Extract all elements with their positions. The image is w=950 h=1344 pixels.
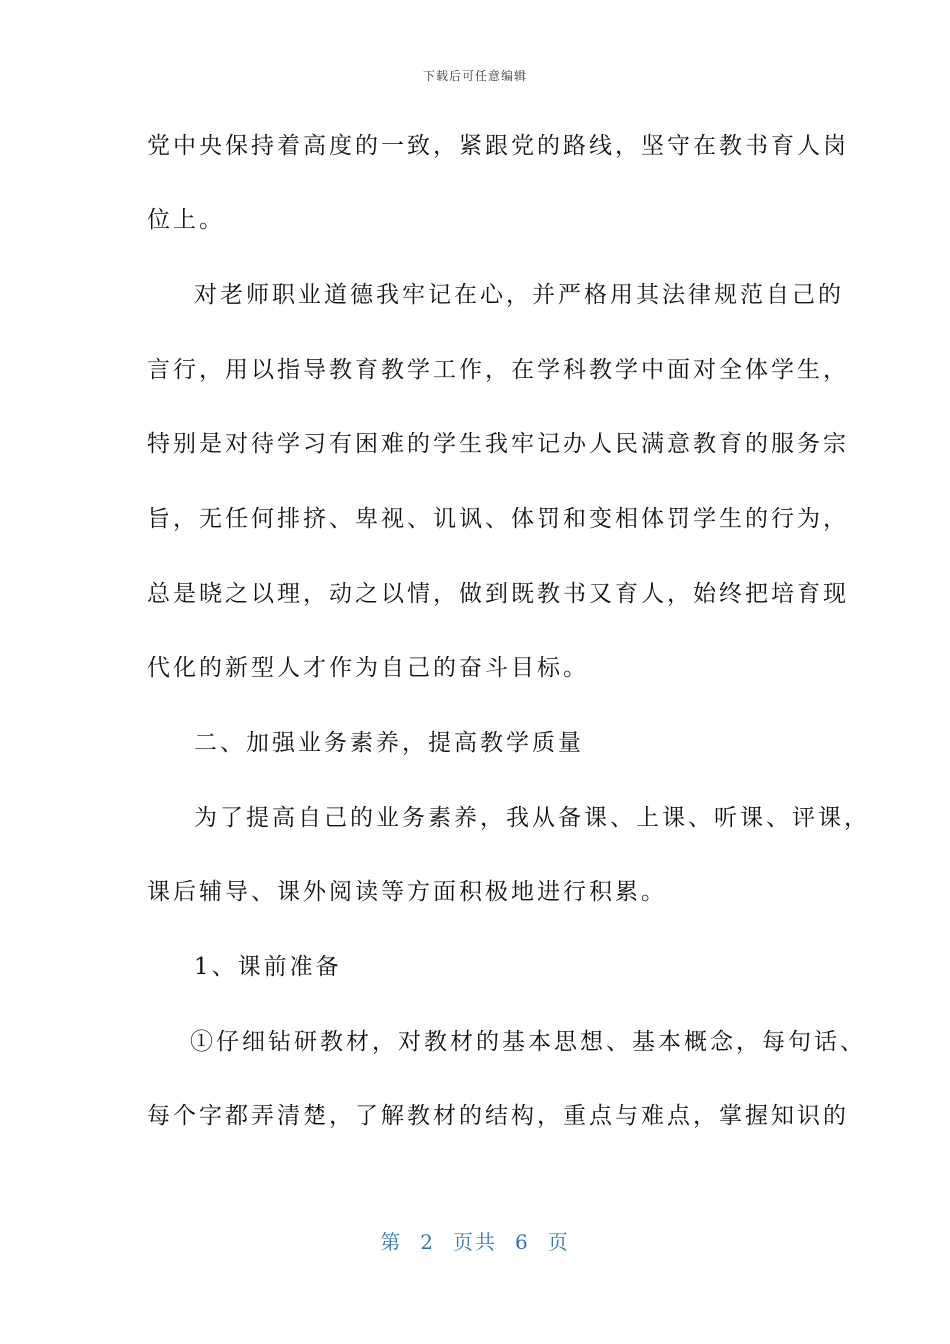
footer-prefix: 第 bbox=[380, 1230, 403, 1254]
body-line: ①仔细钻研教材，对教材的基本思想、基本概念，每句话、 bbox=[190, 1029, 866, 1055]
body-line: 课后辅导、课外阅读等方面积极地进行积累。 bbox=[147, 879, 667, 905]
body-line: 代化的新型人才作为自己的奋斗目标。 bbox=[147, 655, 589, 681]
page-footer bbox=[0, 1226, 950, 1255]
body-line: 位上。 bbox=[147, 207, 225, 233]
body-line: 旨，无任何排挤、卑视、讥讽、体罚和变相体罚学生的行为， bbox=[147, 506, 849, 532]
footer-suffix: 页 bbox=[547, 1230, 570, 1254]
section-heading: 二、加强业务素养，提高教学质量 bbox=[194, 730, 584, 756]
page-header: 下载后可任意编辑 bbox=[422, 69, 527, 83]
body-line: 对老师职业道德我牢记在心，并严格用其法律规范自己的 bbox=[194, 282, 844, 308]
body-line: 每个字都弄清楚，了解教材的结构，重点与难点，掌握知识的 bbox=[147, 1103, 849, 1129]
body-line: 特别是对待学习有困难的学生我牢记办人民满意教育的服务宗 bbox=[147, 431, 849, 457]
total-pages-number: 6 bbox=[515, 1230, 530, 1254]
subsection-heading: 1、课前准备 bbox=[194, 954, 342, 980]
footer-middle: 页共 bbox=[453, 1230, 497, 1254]
current-page-number: 2 bbox=[420, 1230, 435, 1254]
body-line: 党中央保持着高度的一致，紧跟党的路线，坚守在教书育人岗 bbox=[147, 133, 849, 159]
body-line: 言行，用以指导教育教学工作，在学科教学中面对全体学生， bbox=[147, 357, 849, 383]
body-line: 总是晓之以理，动之以情，做到既教书又育人，始终把培育现 bbox=[147, 581, 849, 607]
body-line: 为了提高自己的业务素养，我从备课、上课、听课、评课， bbox=[194, 805, 870, 831]
